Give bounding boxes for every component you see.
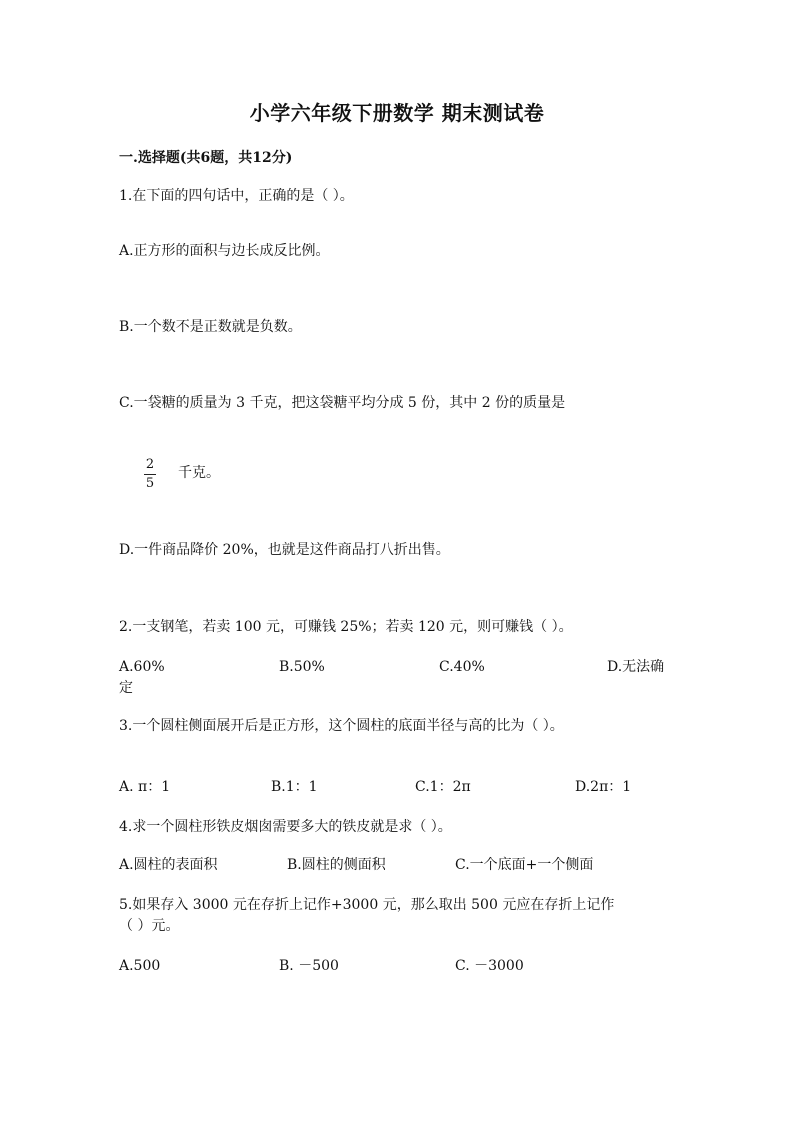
- question-5-option-a: A.500: [119, 958, 161, 974]
- question-2-option-a: A.60%: [119, 659, 165, 675]
- question-3-stem: 3.一个圆柱侧面展开后是正方形，这个圆柱的底面半径与高的比为（ ）。: [119, 718, 564, 734]
- question-1-option-d: D.一件商品降价 20%，也就是这件商品打八折出售。: [119, 542, 450, 558]
- question-2-stem: 2.一支钢笔，若卖 100 元，可赚钱 25%；若卖 120 元，则可赚钱（ ）。: [119, 619, 573, 635]
- question-3-option-d: D.2π：1: [575, 779, 632, 795]
- question-5-stem: 5.如果存入 3000 元在存折上记作+3000 元，那么取出 500 元应在存折上记作: [119, 897, 615, 913]
- question-4-stem: 4.求一个圆柱形铁皮烟囱需要多大的铁皮就是求（ ）。: [119, 819, 452, 835]
- question-1-option-c: C.一袋糖的质量为 3 千克，把这袋糖平均分成 5 份，其中 2 份的质量是: [119, 395, 566, 411]
- question-1-option-b: B.一个数不是正数就是负数。: [119, 319, 302, 335]
- question-4-option-a: A.圆柱的表面积: [119, 857, 218, 873]
- question-2-option-d: D.无法确: [607, 659, 665, 675]
- question-2-option-b: B.50%: [279, 659, 325, 675]
- question-3-option-c: C.1：2π: [415, 779, 471, 795]
- question-3-option-b: B.1：1: [271, 779, 318, 795]
- section-heading: 一.选择题(共6题，共12分): [119, 150, 293, 166]
- question-5-stem-cont: （ ）元。: [119, 918, 180, 934]
- question-5-option-b: B. －500: [279, 958, 339, 974]
- question-1-stem: 1.在下面的四句话中，正确的是（ ）。: [119, 188, 354, 204]
- page-title: 小学六年级下册数学 期末测试卷: [249, 101, 545, 125]
- question-4-option-b: B.圆柱的侧面积: [287, 857, 386, 873]
- question-1-option-c-tail: 千克。: [178, 465, 220, 481]
- fraction-bar: [144, 474, 156, 475]
- question-2-option-c: C.40%: [439, 659, 485, 675]
- question-2-option-d-cont: 定: [119, 680, 133, 696]
- fraction-denominator: 5: [145, 476, 155, 491]
- question-4-option-c: C.一个底面+一个侧面: [455, 857, 594, 873]
- question-1-option-a: A.正方形的面积与边长成反比例。: [119, 243, 330, 259]
- fraction-numerator: 2: [145, 457, 155, 472]
- fraction-two-fifths: [142, 457, 158, 492]
- question-5-option-c: C. －3000: [455, 958, 524, 974]
- question-3-option-a: A. π：1: [119, 779, 171, 795]
